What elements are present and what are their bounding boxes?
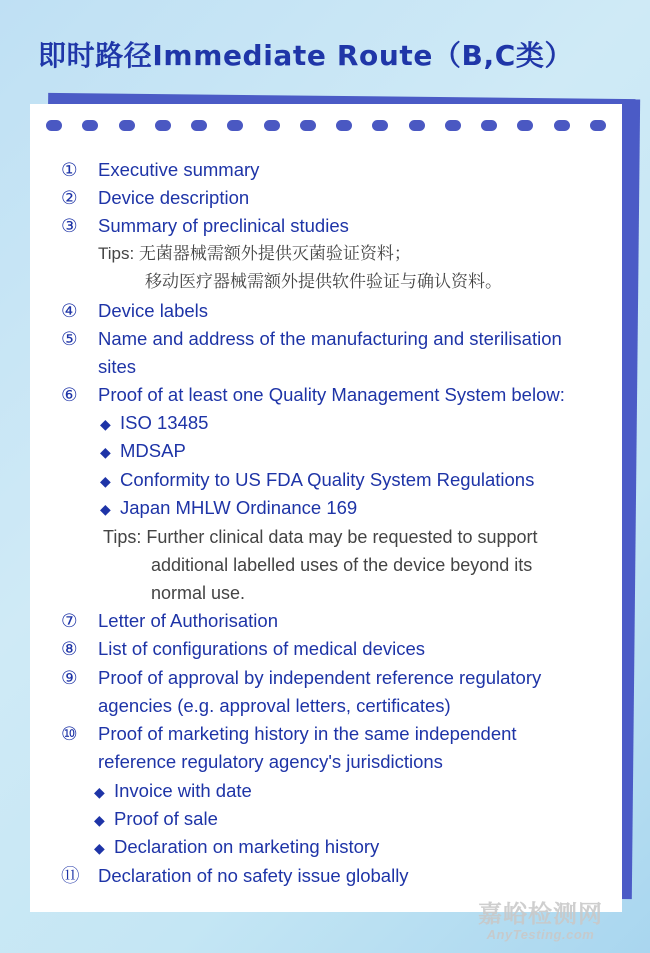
item-text: Proof of approval by independent reference regulatory — [98, 667, 542, 688]
diamond-bullet-icon: ◆ — [100, 444, 111, 460]
item-text: Proof of at least one Quality Management System below: — [98, 384, 565, 405]
item-number: ⑨ — [61, 667, 78, 688]
list-item: ◆ ISO 13485 — [100, 411, 208, 436]
watermark-cn: 嘉峪检测网 — [478, 900, 603, 928]
dot — [155, 120, 171, 131]
diamond-bullet-icon: ◆ — [94, 812, 105, 828]
dot — [336, 120, 352, 131]
item-text-continued: reference regulatory agency's jurisdictions — [98, 751, 443, 772]
list-item: ◆ Japan MHLW Ordinance 169 — [100, 496, 357, 521]
page-title: 即时路径Immediate Route（B,C类） — [38, 39, 574, 72]
watermark — [478, 894, 603, 942]
list-item: ◆ MDSAP — [100, 439, 186, 464]
list-item: ◆ Invoice with date — [94, 779, 252, 804]
item-number: ① — [61, 159, 78, 180]
tip-text: additional labelled uses of the device beyond its — [151, 555, 533, 575]
item-text: Name and address of the manufacturing and sterilisation — [98, 328, 562, 349]
dot — [554, 120, 570, 131]
tip-text: normal use. — [151, 583, 246, 603]
list-item: ◆ Conformity to US FDA Quality System Regulations — [100, 468, 534, 493]
diamond-bullet-icon: ◆ — [94, 840, 105, 856]
dot — [517, 120, 533, 131]
diamond-bullet-icon: ◆ — [100, 501, 111, 517]
item-number: ③ — [61, 215, 78, 236]
dot — [481, 120, 497, 131]
diamond-bullet-icon: ◆ — [100, 473, 111, 489]
dot — [590, 120, 606, 131]
item-text: Device description — [98, 187, 250, 208]
item-text: Declaration of no safety issue globally — [98, 865, 409, 886]
dot — [445, 120, 461, 131]
dot — [119, 120, 135, 131]
item-number: ⑤ — [61, 328, 78, 349]
dot — [82, 120, 98, 131]
item-number: ④ — [61, 300, 78, 321]
item-number: ⑩ — [61, 723, 78, 744]
list-item: ◆ Declaration on marketing history — [94, 835, 379, 860]
item-text: Executive summary — [98, 159, 260, 180]
item-text-continued: sites — [98, 356, 137, 377]
dots-decoration — [46, 120, 606, 132]
item-text: Device labels — [98, 300, 209, 321]
item-number: ⑥ — [61, 384, 78, 405]
watermark-en: AnyTesting.com — [486, 927, 595, 942]
dot — [46, 120, 62, 131]
item-number: ⑪ — [61, 865, 80, 886]
dot — [191, 120, 207, 131]
dot — [372, 120, 388, 131]
list-item: ◆ Proof of sale — [94, 807, 218, 832]
item-number: ⑧ — [61, 638, 78, 659]
item-text: Proof of marketing history in the same independent — [98, 723, 517, 744]
dot — [227, 120, 243, 131]
item-number: ② — [61, 187, 78, 208]
dot — [409, 120, 425, 131]
dot — [264, 120, 280, 131]
tip-text: Tips: Further clinical data may be requested to support — [103, 527, 538, 547]
item-text: List of configurations of medical devices — [98, 638, 426, 659]
diamond-bullet-icon: ◆ — [100, 416, 111, 432]
tip-text: Tips: 无菌器械需额外提供灭菌验证资料； — [98, 244, 411, 263]
dot — [300, 120, 316, 131]
item-text-continued: agencies (e.g. approval letters, certificates) — [98, 695, 451, 716]
tip-text: 移动医疗器械需额外提供软件验证与确认资料。 — [145, 272, 502, 291]
item-text: Summary of preclinical studies — [98, 215, 349, 236]
diamond-bullet-icon: ◆ — [94, 784, 105, 800]
item-number: ⑦ — [61, 610, 78, 631]
item-text: Letter of Authorisation — [98, 610, 278, 631]
